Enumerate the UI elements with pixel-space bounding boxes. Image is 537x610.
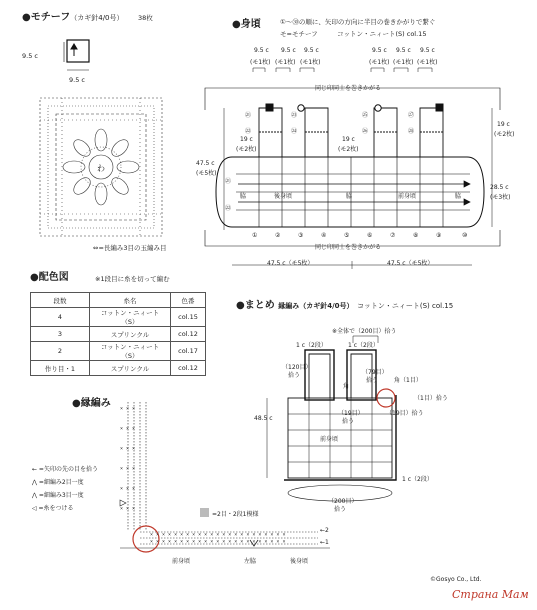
pick-200: （200目） bbox=[328, 498, 358, 505]
table-row bbox=[31, 327, 206, 342]
svg-text:× × ×: × × × bbox=[120, 466, 136, 472]
colors-note: ※1段目に糸を切って編む bbox=[95, 275, 170, 283]
h19-right: 19 c bbox=[497, 121, 510, 128]
table-row bbox=[31, 308, 206, 327]
table-header-row bbox=[31, 293, 206, 308]
cell: コットン・ニィート（S） bbox=[90, 308, 171, 327]
pick-19b: （19目）拾う bbox=[386, 410, 424, 417]
pick-1: （1目）拾う bbox=[414, 395, 448, 402]
bottom-dim-right: 47.5 c（モ5枚） bbox=[387, 260, 434, 267]
motif-square bbox=[64, 40, 89, 70]
col-color: 色番 bbox=[171, 293, 206, 308]
top-dim-4: 9.5 c bbox=[372, 47, 387, 54]
num-9: ⑨ bbox=[436, 232, 442, 239]
cell: col.12 bbox=[171, 361, 206, 376]
pick-79: （79目） bbox=[362, 369, 388, 376]
table-row bbox=[31, 342, 206, 361]
motif-dim-horizontal: 9.5 c bbox=[69, 76, 85, 84]
num-top-1: ㉑ bbox=[245, 112, 252, 119]
puff-stitch-icon: ⇔ bbox=[93, 244, 99, 252]
edging-title: ●縁編み bbox=[72, 398, 111, 409]
top-count-1: (モ1枚) bbox=[250, 59, 271, 66]
strap-right: 1 c（2段） bbox=[348, 342, 379, 349]
table-row bbox=[31, 361, 206, 376]
bottom-dim-left: 47.5 c（モ5枚） bbox=[267, 260, 314, 267]
svg-text:わ: わ bbox=[97, 164, 105, 173]
edging-side: 左脇 bbox=[244, 558, 257, 565]
col-rows: 段数 bbox=[31, 293, 90, 308]
edging-legend-2: ⋀ =細編み2目一度 bbox=[32, 479, 84, 486]
num-top-8: ㉘ bbox=[408, 128, 415, 135]
bottom-r: 1 c（2段） bbox=[402, 476, 433, 483]
num-7: ⑦ bbox=[390, 232, 396, 239]
finish-title: ●まとめ 縁編み（カギ針4/0号） コットン・ニィート(S) col.15 bbox=[236, 300, 454, 311]
credit: ©Gosyo Co., Ltd. bbox=[430, 576, 482, 583]
cell: スプリンクル bbox=[90, 361, 171, 376]
cell: 2 bbox=[31, 342, 90, 361]
strap-left: 1 c（2段） bbox=[296, 342, 327, 349]
num-10: ⑩ bbox=[462, 232, 468, 239]
pick-120: （120目） bbox=[282, 364, 312, 371]
num-3: ③ bbox=[298, 232, 304, 239]
body-title: ●身頃 bbox=[232, 19, 261, 30]
finish-height: 48.5 c bbox=[254, 415, 273, 422]
pick-200-b: 拾う bbox=[334, 506, 347, 513]
pick-79-b: 拾う bbox=[366, 377, 379, 384]
num-1: ① bbox=[252, 232, 258, 239]
num-6: ⑥ bbox=[367, 232, 373, 239]
cell: col.12 bbox=[171, 327, 206, 342]
num-top-5: ㉕ bbox=[362, 112, 369, 119]
svg-text:× × × × × × × × × × × × × × ×: × × × × × × × × × × × × × × × × × × × × × × × bbox=[150, 532, 286, 538]
finish-note-all: ※全体で（200目）拾う bbox=[332, 328, 397, 335]
side-left: 脇 bbox=[240, 193, 247, 200]
num-5: ⑤ bbox=[344, 232, 350, 239]
same-mark-bottom: 同じ印同士を巻きかがる bbox=[315, 244, 382, 251]
svg-text:× × ×: × × × bbox=[120, 506, 136, 512]
h19-right-n: (モ2枚) bbox=[494, 131, 515, 138]
cell: 4 bbox=[31, 308, 90, 327]
cell: col.17 bbox=[171, 342, 206, 361]
pick-19a: （19目） bbox=[338, 410, 364, 417]
top-dim-5: 9.5 c bbox=[396, 47, 411, 54]
colors-title: ●配色図 bbox=[30, 272, 69, 283]
motif-legend: ⇔=長編み3目の玉編み目 bbox=[93, 244, 167, 252]
top-dim-6: 9.5 c bbox=[420, 47, 435, 54]
num-2: ② bbox=[275, 232, 281, 239]
top-dim-2: 9.5 c bbox=[281, 47, 296, 54]
front-body: 前身頃 bbox=[398, 193, 417, 200]
edging-legend-4: ◁ =糸をつける bbox=[32, 505, 74, 512]
top-count-2: (モ1枚) bbox=[275, 59, 296, 66]
num-top-3: ㉓ bbox=[291, 112, 298, 119]
left-height-n: (モ5枚) bbox=[196, 170, 217, 177]
watermark: Страна Мам bbox=[452, 588, 529, 601]
top-count-4: (モ1枚) bbox=[369, 59, 390, 66]
motif-dim-vertical: 9.5 c bbox=[22, 52, 38, 60]
top-dim-1: 9.5 c bbox=[254, 47, 269, 54]
top-count-6: (モ1枚) bbox=[417, 59, 438, 66]
h19-left-n: (モ2枚) bbox=[236, 146, 257, 153]
num-top-4: ㉔ bbox=[291, 128, 298, 135]
svg-text:× × × × × × × × × × × × × × ×: × × × × × × × × × × × × × × × × × × × × × × × bbox=[150, 539, 286, 545]
motif-title: ●モチーフ（カギ針4/0号） bbox=[22, 12, 124, 23]
h19-left: 19 c bbox=[240, 136, 253, 143]
kado: 角 bbox=[343, 383, 350, 390]
right-height-n: (モ3枚) bbox=[490, 194, 511, 201]
corner: 角（1目） bbox=[394, 377, 422, 384]
finish-diagram bbox=[267, 336, 396, 501]
svg-text:× × ×: × × × bbox=[120, 406, 136, 412]
left-height: 47.5 c bbox=[196, 160, 215, 167]
h19-mid: 19 c bbox=[342, 136, 355, 143]
svg-text:× × ×: × × × bbox=[120, 426, 136, 432]
motif-count: 38枚 bbox=[138, 14, 153, 22]
svg-text:× × ×: × × × bbox=[120, 486, 136, 492]
color-table bbox=[30, 292, 206, 376]
cell: 3 bbox=[31, 327, 90, 342]
back-body: 後身頃 bbox=[274, 193, 293, 200]
col-yarn: 糸名 bbox=[90, 293, 171, 308]
top-count-3: (モ1枚) bbox=[300, 59, 321, 66]
num-top-6: ㉖ bbox=[362, 128, 369, 135]
cell: スプリンクル bbox=[90, 327, 171, 342]
body-yarn: モ=モチーフ コットン・ニィート(S) col.15 bbox=[280, 30, 427, 38]
right-height: 28.5 c bbox=[490, 184, 509, 191]
num-left-b: ㉒ bbox=[225, 205, 232, 212]
same-mark-top: 同じ印同士を巻きかがる bbox=[315, 85, 382, 92]
body-note: ①〜㉚の順に、矢印の方向に半目の巻きかがりで繋ぐ bbox=[280, 18, 436, 26]
side-mid: 脇 bbox=[346, 193, 353, 200]
edging-legend-1: ← =矢印の先の目を拾う bbox=[32, 466, 98, 473]
edging-row1: ←1 bbox=[320, 539, 329, 546]
cell: col.15 bbox=[171, 308, 206, 327]
cell: 作り目・1 bbox=[31, 361, 90, 376]
edging-repeat: =2目・2段1模様 bbox=[212, 511, 259, 518]
edging-front: 前身頃 bbox=[172, 558, 191, 565]
side-right: 脇 bbox=[455, 193, 462, 200]
top-count-5: (モ1枚) bbox=[393, 59, 414, 66]
body-diagram bbox=[205, 68, 500, 269]
pick-19a-b: 拾う bbox=[342, 418, 355, 425]
num-top-2: ㉒ bbox=[245, 128, 252, 135]
h19-mid-n: (モ2枚) bbox=[338, 146, 359, 153]
top-dim-3: 9.5 c bbox=[304, 47, 319, 54]
num-8: ⑧ bbox=[413, 232, 419, 239]
edging-legend-3: ⋀ =細編み3目一度 bbox=[32, 492, 84, 499]
finish-front: 前身頃 bbox=[320, 436, 339, 443]
num-4: ④ bbox=[321, 232, 327, 239]
edging-back: 後身頃 bbox=[290, 558, 309, 565]
num-top-7: ㉗ bbox=[408, 112, 415, 119]
edging-row2: ←2 bbox=[320, 527, 329, 534]
pick-120-b: 拾う bbox=[288, 372, 301, 379]
cell: コットン・ニィート（S） bbox=[90, 342, 171, 361]
edging-diagram bbox=[120, 402, 330, 552]
svg-text:× × ×: × × × bbox=[120, 446, 136, 452]
num-left-a: ㉑ bbox=[225, 178, 232, 185]
